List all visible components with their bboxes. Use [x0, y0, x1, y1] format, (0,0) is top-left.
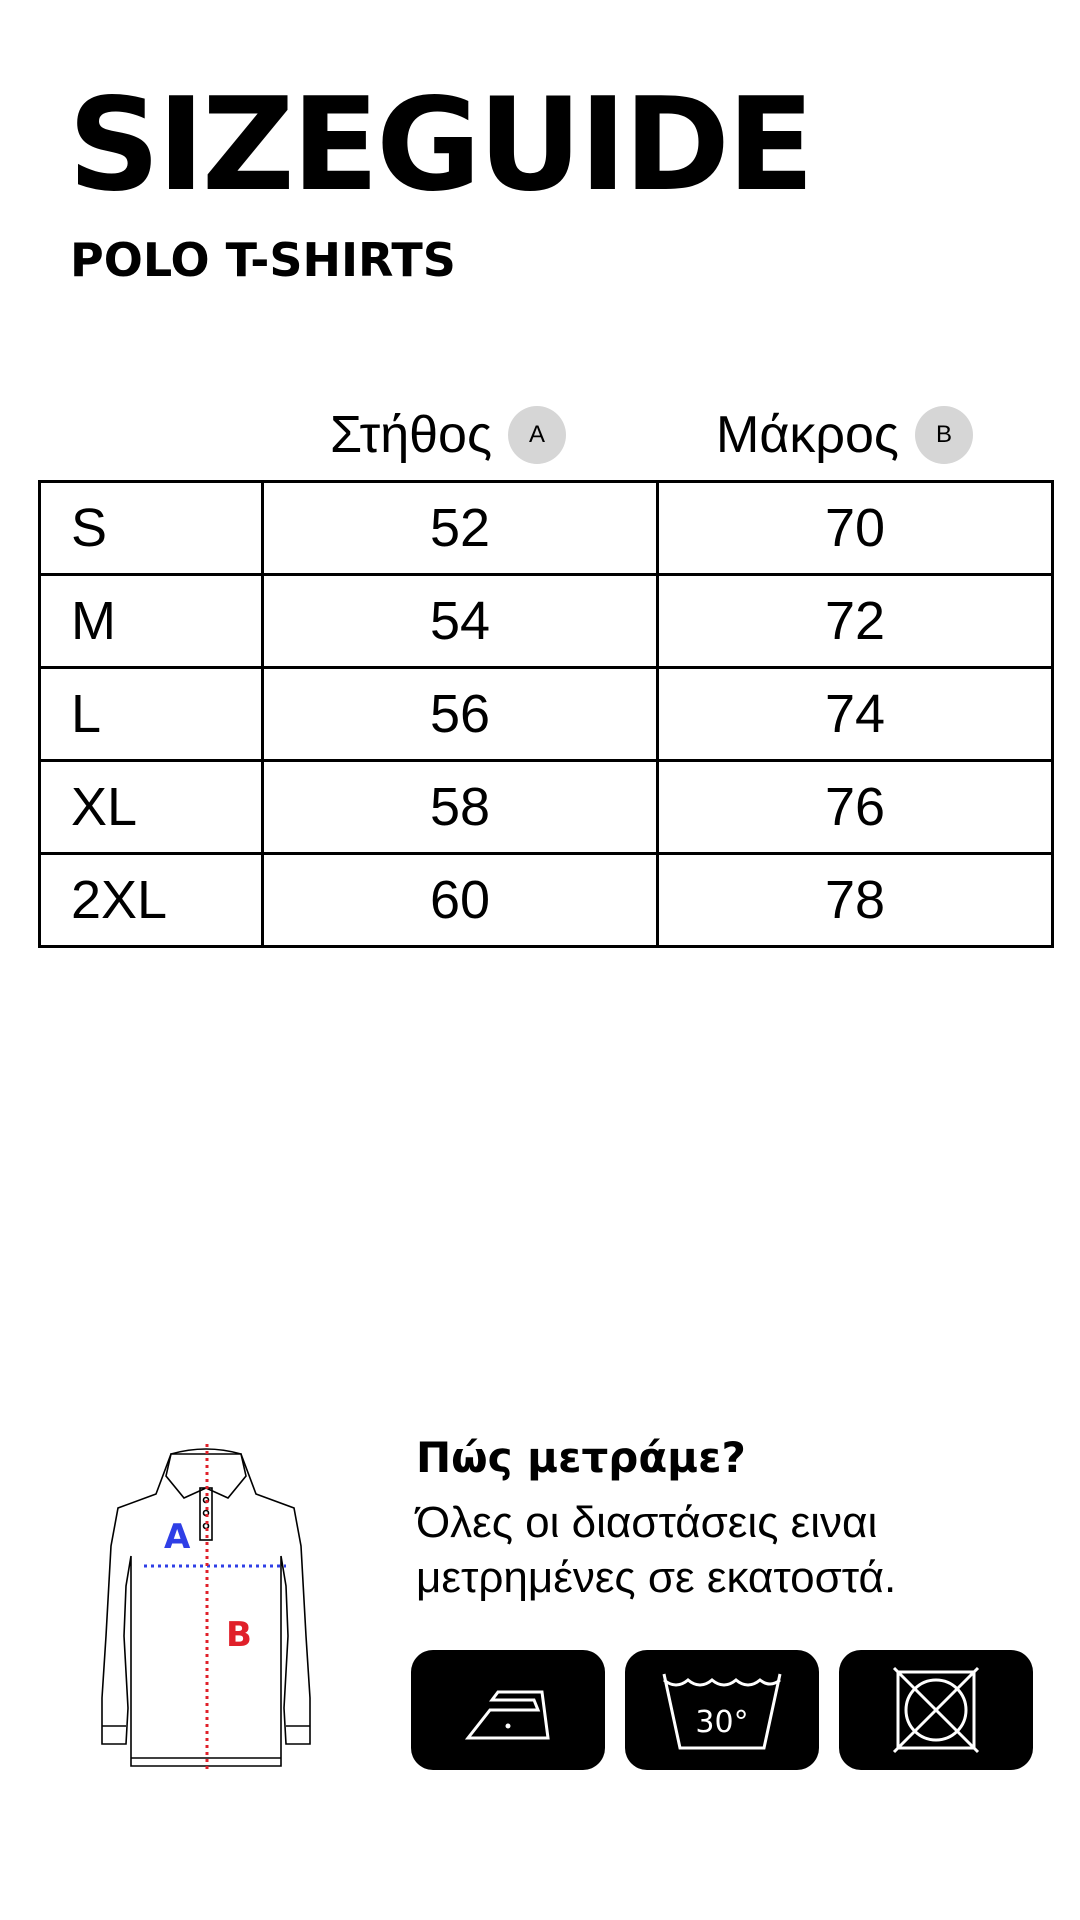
length-cell: 70	[658, 482, 1053, 575]
no-tumble-dry-icon	[886, 1660, 986, 1760]
care-wash	[625, 1650, 819, 1770]
label-a: A	[164, 1517, 191, 1557]
column-header-chest	[330, 403, 566, 467]
length-cell: 74	[658, 668, 1053, 761]
measurement-text-line2: μετρημένες σε εκατοστά.	[416, 1553, 897, 1603]
chest-cell: 58	[263, 761, 658, 854]
measurement-info	[416, 1433, 1036, 1605]
column-header-length-label: Μάκρος	[716, 406, 899, 464]
length-cell: 78	[658, 854, 1053, 947]
wash-temp: 30°	[695, 1705, 749, 1740]
size-cell: M	[40, 575, 263, 668]
measurement-text-line1: Όλες οι διαστάσεις ειναι	[416, 1498, 878, 1548]
table-row	[40, 575, 1053, 668]
column-header-length	[716, 403, 973, 467]
polo-shirt-diagram	[76, 1436, 346, 1776]
chest-cell: 56	[263, 668, 658, 761]
size-cell: 2XL	[40, 854, 263, 947]
page-title: SIZEGUIDE	[68, 71, 812, 220]
size-cell: XL	[40, 761, 263, 854]
length-cell: 72	[658, 575, 1053, 668]
badge-b: B	[915, 406, 973, 464]
table-row	[40, 854, 1053, 947]
measurement-title: Πώς μετράμε?	[416, 1433, 746, 1482]
wash-30-icon	[652, 1660, 792, 1760]
table-row	[40, 482, 1053, 575]
table-row	[40, 668, 1053, 761]
chest-cell: 52	[263, 482, 658, 575]
size-cell: S	[40, 482, 263, 575]
product-category: POLO T-SHIRTS	[70, 233, 456, 287]
iron-icon	[448, 1670, 568, 1750]
care-no-tumble-dry	[839, 1650, 1033, 1770]
length-cell: 76	[658, 761, 1053, 854]
care-iron	[411, 1650, 605, 1770]
badge-a: A	[508, 406, 566, 464]
column-header-chest-label: Στήθος	[330, 406, 493, 464]
chest-cell: 60	[263, 854, 658, 947]
table-row	[40, 761, 1053, 854]
label-b: B	[226, 1615, 252, 1655]
size-table	[38, 480, 1054, 948]
chest-cell: 54	[263, 575, 658, 668]
size-cell: L	[40, 668, 263, 761]
